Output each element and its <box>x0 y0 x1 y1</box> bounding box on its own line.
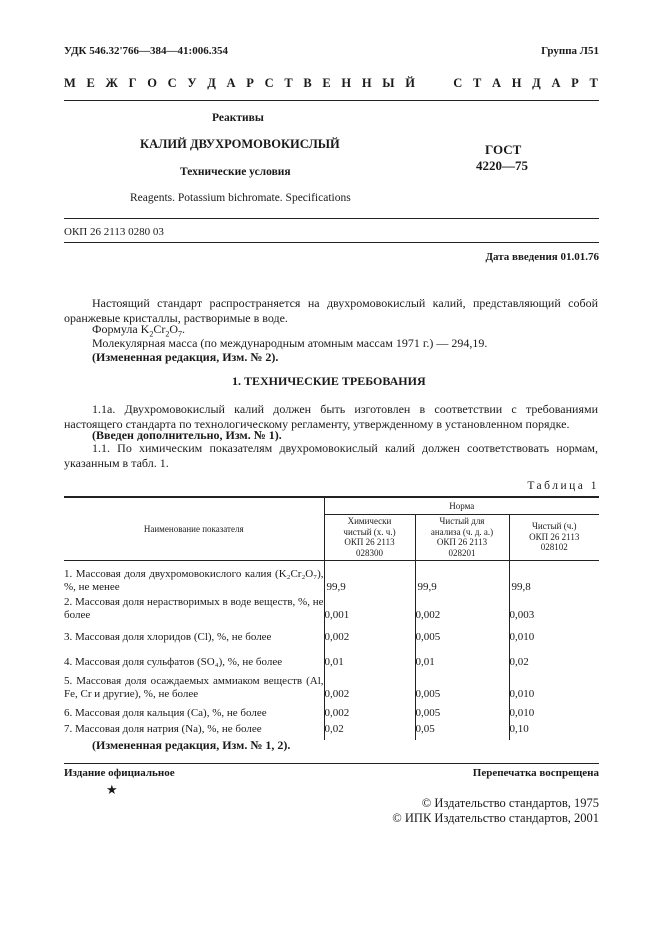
banner-letter: Р <box>571 76 579 90</box>
banner-letter: Й <box>405 76 415 90</box>
banner-letter: Ж <box>105 76 118 90</box>
banner-letter: Т <box>589 76 598 90</box>
udk-code: УДК 546.32'766—384—41:006.354 <box>64 45 228 57</box>
copyright-1975: © Издательство стандартов, 1975 <box>421 796 599 810</box>
table-edit-note: (Измененная редакция, Изм. № 1, 2). <box>92 738 291 752</box>
molecular-mass: Молекулярная масса (по международным атомным массам 1971 г.) — 294,19. <box>92 336 488 350</box>
official-edition: Издание официальное <box>64 767 175 779</box>
banner-letter: Е <box>86 76 95 90</box>
banner-letter <box>426 76 429 91</box>
banner-letter: С <box>264 76 274 90</box>
banner-letter: Т <box>284 76 293 90</box>
okp-code: ОКП 26 2113 0280 03 <box>64 226 164 238</box>
gost-number: 4220—75 <box>476 158 528 173</box>
banner-letter: А <box>492 76 502 90</box>
banner-letter: Н <box>361 76 372 90</box>
gost-label: ГОСТ <box>485 142 522 157</box>
table-row: 3. Массовая доля хлоридов (Cl), %, не более 0,002 0,005 0,010 <box>64 622 599 644</box>
interstate-standard-banner <box>64 76 598 91</box>
paragraph-1-1: 1.1. По химическим показателям двухромовокислый калий должен соответствовать нормам, указанным в табл. 1. <box>64 441 598 470</box>
section-heading: 1. ТЕХНИЧЕСКИЕ ТРЕБОВАНИЯ <box>232 374 426 388</box>
banner-letter: Е <box>322 76 331 90</box>
banner-letter: М <box>64 76 76 90</box>
banner-letter: Р <box>246 76 254 90</box>
banner-letter: А <box>226 76 236 90</box>
intro-paragraph: Настоящий стандарт распространяется на двухромовокислый калий, представляющий собой оранжевые кристаллы, растворимые в воде. <box>64 296 598 325</box>
banner-letter: С <box>167 76 177 90</box>
footer-rule <box>64 763 599 764</box>
banner-letter <box>439 76 442 91</box>
requirements-table <box>64 496 599 740</box>
banner-letter: У <box>187 76 197 90</box>
table-row: 7. Массовая доля натрия (Na), %, не более 0,02 0,05 0,10 <box>64 720 599 740</box>
banner-letter: Т <box>472 76 482 90</box>
banner-letter: С <box>453 76 463 90</box>
table-row: 4. Массовая доля сульфатов (SO₄), %, не более 0,01 0,01 0,02 <box>64 644 599 669</box>
table-caption: Таблица 1 <box>527 480 599 492</box>
category-label: Реактивы <box>212 112 264 124</box>
table-row: 6. Массовая доля кальция (Ca), %, не более 0,002 0,005 0,010 <box>64 701 599 720</box>
formula-line: Формула $K_2Cr_2O_7$. <box>92 322 186 339</box>
banner-letter: Г <box>128 76 137 90</box>
grade-header-pure: Чистый (ч.) ОКП 26 2113 028102 <box>509 514 599 560</box>
banner-letter: Ы <box>382 76 395 90</box>
okp-rule <box>64 242 599 243</box>
grade-header-chemically-pure: Химически чистый (х. ч.) ОКП 26 2113 028300 <box>324 514 415 560</box>
banner-letter: О <box>147 76 157 90</box>
group-code: Группа Л51 <box>541 45 599 57</box>
banner-letter: В <box>303 76 312 90</box>
banner-letter: Д <box>532 76 541 90</box>
banner-letter: Н <box>341 76 352 90</box>
grade-header-analytical: Чистый для анализа (ч. д. а.) ОКП 26 2113 028201 <box>415 514 509 560</box>
column-header-name: Наименование показателя <box>64 497 324 560</box>
column-header-norm: Норма <box>324 497 599 514</box>
star-icon: ★ <box>106 782 118 797</box>
english-title: Reagents. Potassium bichromate. Specifications <box>130 192 351 204</box>
reprint-prohibited: Перепечатка воспрещена <box>472 767 599 779</box>
title-rule <box>64 218 599 219</box>
document-subtitle: Технические условия <box>180 166 291 178</box>
banner-letter: А <box>551 76 561 90</box>
paragraph-1-1a: 1.1а. Двухромовокислый калий должен быть изготовлен в соответствии с требованиями настоящего стандарта по технологическому регламенту, утвержденному в установленном порядке. <box>64 402 598 431</box>
header-rule <box>64 100 599 101</box>
banner-letter: Н <box>511 76 522 90</box>
table-row: 5. Массовая доля осаждаемых аммиаком веществ (Al, Fe, Cr и другие), %, не более 0,002 0,005 0,010 <box>64 669 599 701</box>
document-title: КАЛИЙ ДВУХРОМОВОКИСЛЫЙ <box>140 137 340 151</box>
copyright-2001: © ИПК Издательство стандартов, 2001 <box>392 811 599 825</box>
banner-letter: Д <box>207 76 216 90</box>
added-note: (Введен дополнительно, Изм. № 1). <box>92 428 282 442</box>
effective-date: Дата введения 01.01.76 <box>485 251 599 263</box>
edit-note-1: (Измененная редакция, Изм. № 2). <box>92 350 279 364</box>
table-row: 2. Массовая доля нерастворимых в воде веществ, %, не более 0,001 0,002 0,003 <box>64 596 535 621</box>
table-row: 1. Массовая доля двухромовокислого калия (K₂Cr₂O₇), %, не менее 99,9 99,9 99,8 <box>64 560 599 594</box>
